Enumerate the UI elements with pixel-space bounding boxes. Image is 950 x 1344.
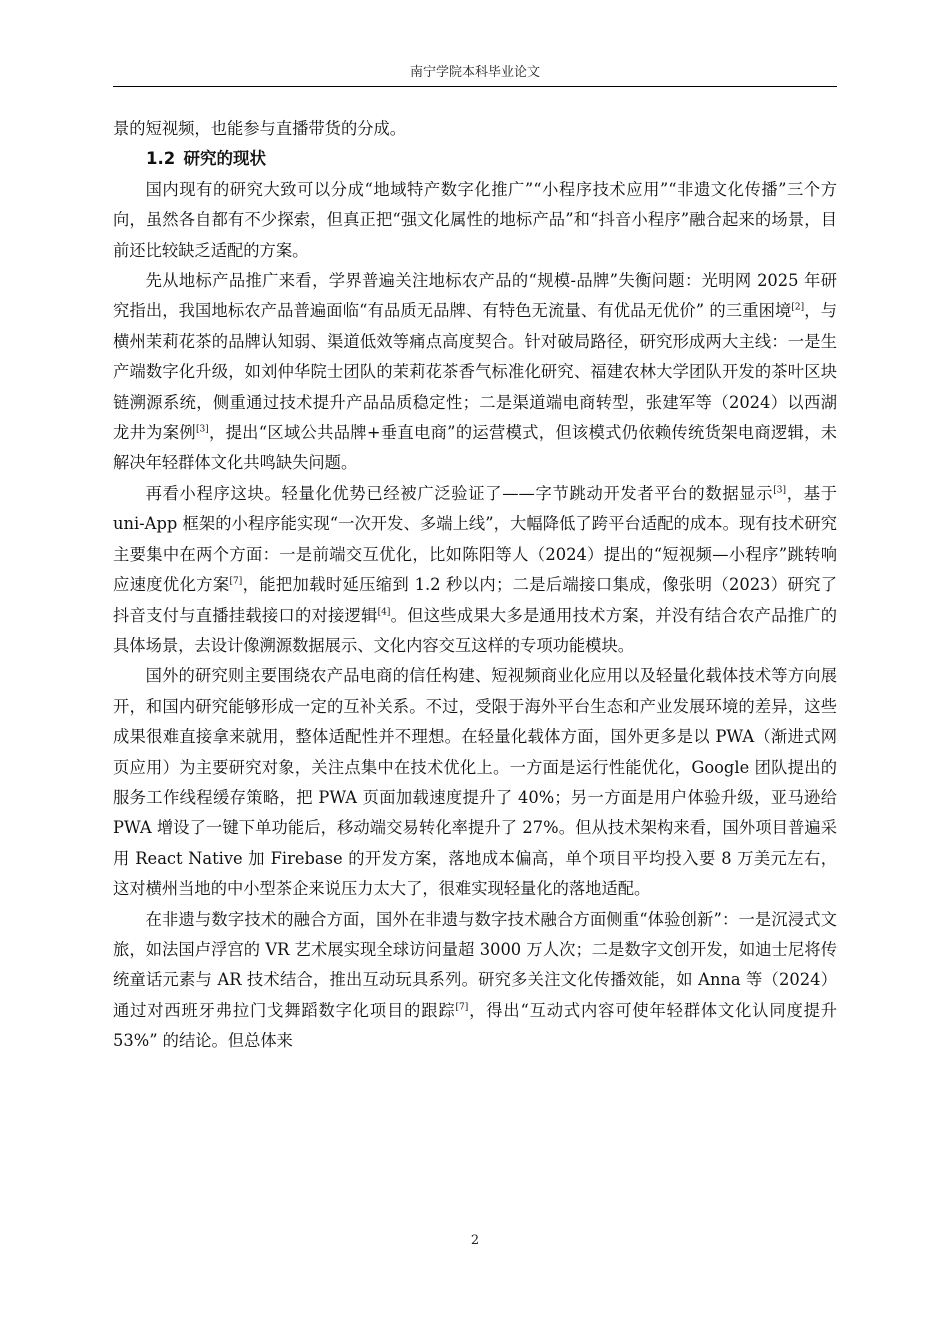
page-footer: [0, 1233, 950, 1248]
page-number: 2: [470, 1233, 480, 1248]
paragraph-text: ，得出“互动式内容可使年轻群体文化认同度提升 53%” 的结论。但总体来: [113, 1000, 837, 1051]
paragraph-overview: 国内现有的研究大致可以分成“地域特产数字化推广”“小程序技术应用”“非遗文化传播”三个方向，虽然各自都有不少探索，但真正把“强文化属性的地标产品”和“抖音小程序”融合起来的场景，目前还比较缺乏适配的方案。: [113, 179, 837, 260]
section-number: 1.2: [146, 149, 176, 169]
paragraph-text: 先从地标产品推广来看，学界普遍关注地标农产品的“规模-品牌”失衡问题：光明网 2025 年研究指出，我国地标农产品普遍面临“有品质无品牌、有特色无流量、有优品无优价” 的三重困境: [113, 271, 837, 321]
paragraph-text: 在非遗与数字技术的融合方面，国外在非遗与数字技术融合方面侧重“体验创新”：一是沉浸式文旅，如法国卢浮宫的 VR 艺术展实现全球访问量超 3000 万人次；二是数字文创开发，如迪士尼将传统童话元素与 AR 技术结合，推出互动玩具系列。研究多关注文化传播效能，如 Anna 等（2024）通过对西班牙弗拉门戈舞蹈数字化项目的跟踪: [113, 909, 837, 1020]
citation: [3]: [195, 424, 209, 435]
header-title: 南宁学院本科毕业论文: [409, 65, 540, 80]
running-header: [113, 62, 837, 87]
citation: [7]: [229, 576, 243, 587]
paragraph-continued: 景的短视频，也能参与直播带货的分成。: [113, 119, 407, 138]
section-heading: [113, 144, 837, 174]
paragraph-geo-products: [113, 266, 837, 479]
paragraph-text: ，与横州茉莉花茶的品牌认知弱、渠道低效等痛点高度契合。针对破局路径，研究形成两大主线：一是生产端数字化升级，如刘仲华院士团队的茉莉花茶香气标准化研究、福建农林大学团队开发的茶叶区块链溯源系统，侧重通过技术提升产品品质稳定性；二是渠道端电商转型，张建军等（2024）以西湖龙井为案例: [113, 301, 837, 443]
paragraph-heritage-digital: [113, 905, 837, 1057]
paragraph-text: 。但这些成果大多是通用技术方案，并没有结合农产品推广的具体场景，去设计像溯源数据展示、文化内容交互这样的专项功能模块。: [113, 605, 837, 655]
citation: [2]: [791, 303, 805, 314]
paragraph-text: ，提出“区域公共品牌+垂直电商”的运营模式，但该模式仍依赖传统货架电商逻辑，未解决年轻群体文化共鸣缺失问题。: [113, 423, 837, 473]
citation: [3]: [773, 485, 787, 496]
citation: [7]: [455, 1002, 469, 1013]
paragraph-text: 再看小程序这块。轻量化优势已经被广泛验证了——字节跳动开发者平台的数据显示: [145, 483, 774, 503]
citation: [4]: [377, 607, 391, 618]
paragraph-text: ，能把加载时延压缩到 1.2 秒以内；二是后端接口集成，像张明（2023）研究了抖音支付与直播挂载接口的对接逻辑: [113, 575, 837, 625]
paragraph-text: ，基于 uni-App 框架的小程序能实现“一次开发、多端上线”，大幅降低了跨平台适配的成本。现有技术研究主要集中在两个方面：一是前端交互优化，比如陈阳等人（2024）提出的“短视频—小程序”跳转响应速度优化方案: [113, 483, 837, 595]
paragraph-mini-program: [113, 479, 837, 661]
paragraph-foreign-research: 国外的研究则主要围绕农产品电商的信任构建、短视频商业化应用以及轻量化载体技术等方向展开，和国内研究能够形成一定的互补关系。不过，受限于海外平台生态和产业发展环境的差异，这些成果很难直接拿来就用，整体适配性并不理想。在轻量化载体方面，国外更多是以 PWA（渐进式网页应用）为主要研究对象，关注点集中在技术优化上。一方面是运行性能优化，Google 团队提出的服务工作线程缓存策略，把 PWA 页面加载速度提升了 40%；另一方面是用户体验升级，亚马逊给 PWA 增设了一键下单功能后，移动端交易转化率提升了 27%。但从技术架构来看，国外项目普遍采用 React Native 加 Firebase 的开发方案，落地成本偏高，单个项目平均投入要 8 万美元左右，这对横州当地的中小型茶企来说压力太大了，很难实现轻量化的落地适配。: [113, 666, 837, 899]
page-body: [113, 114, 837, 1057]
section-title: 研究的现状: [183, 149, 266, 169]
